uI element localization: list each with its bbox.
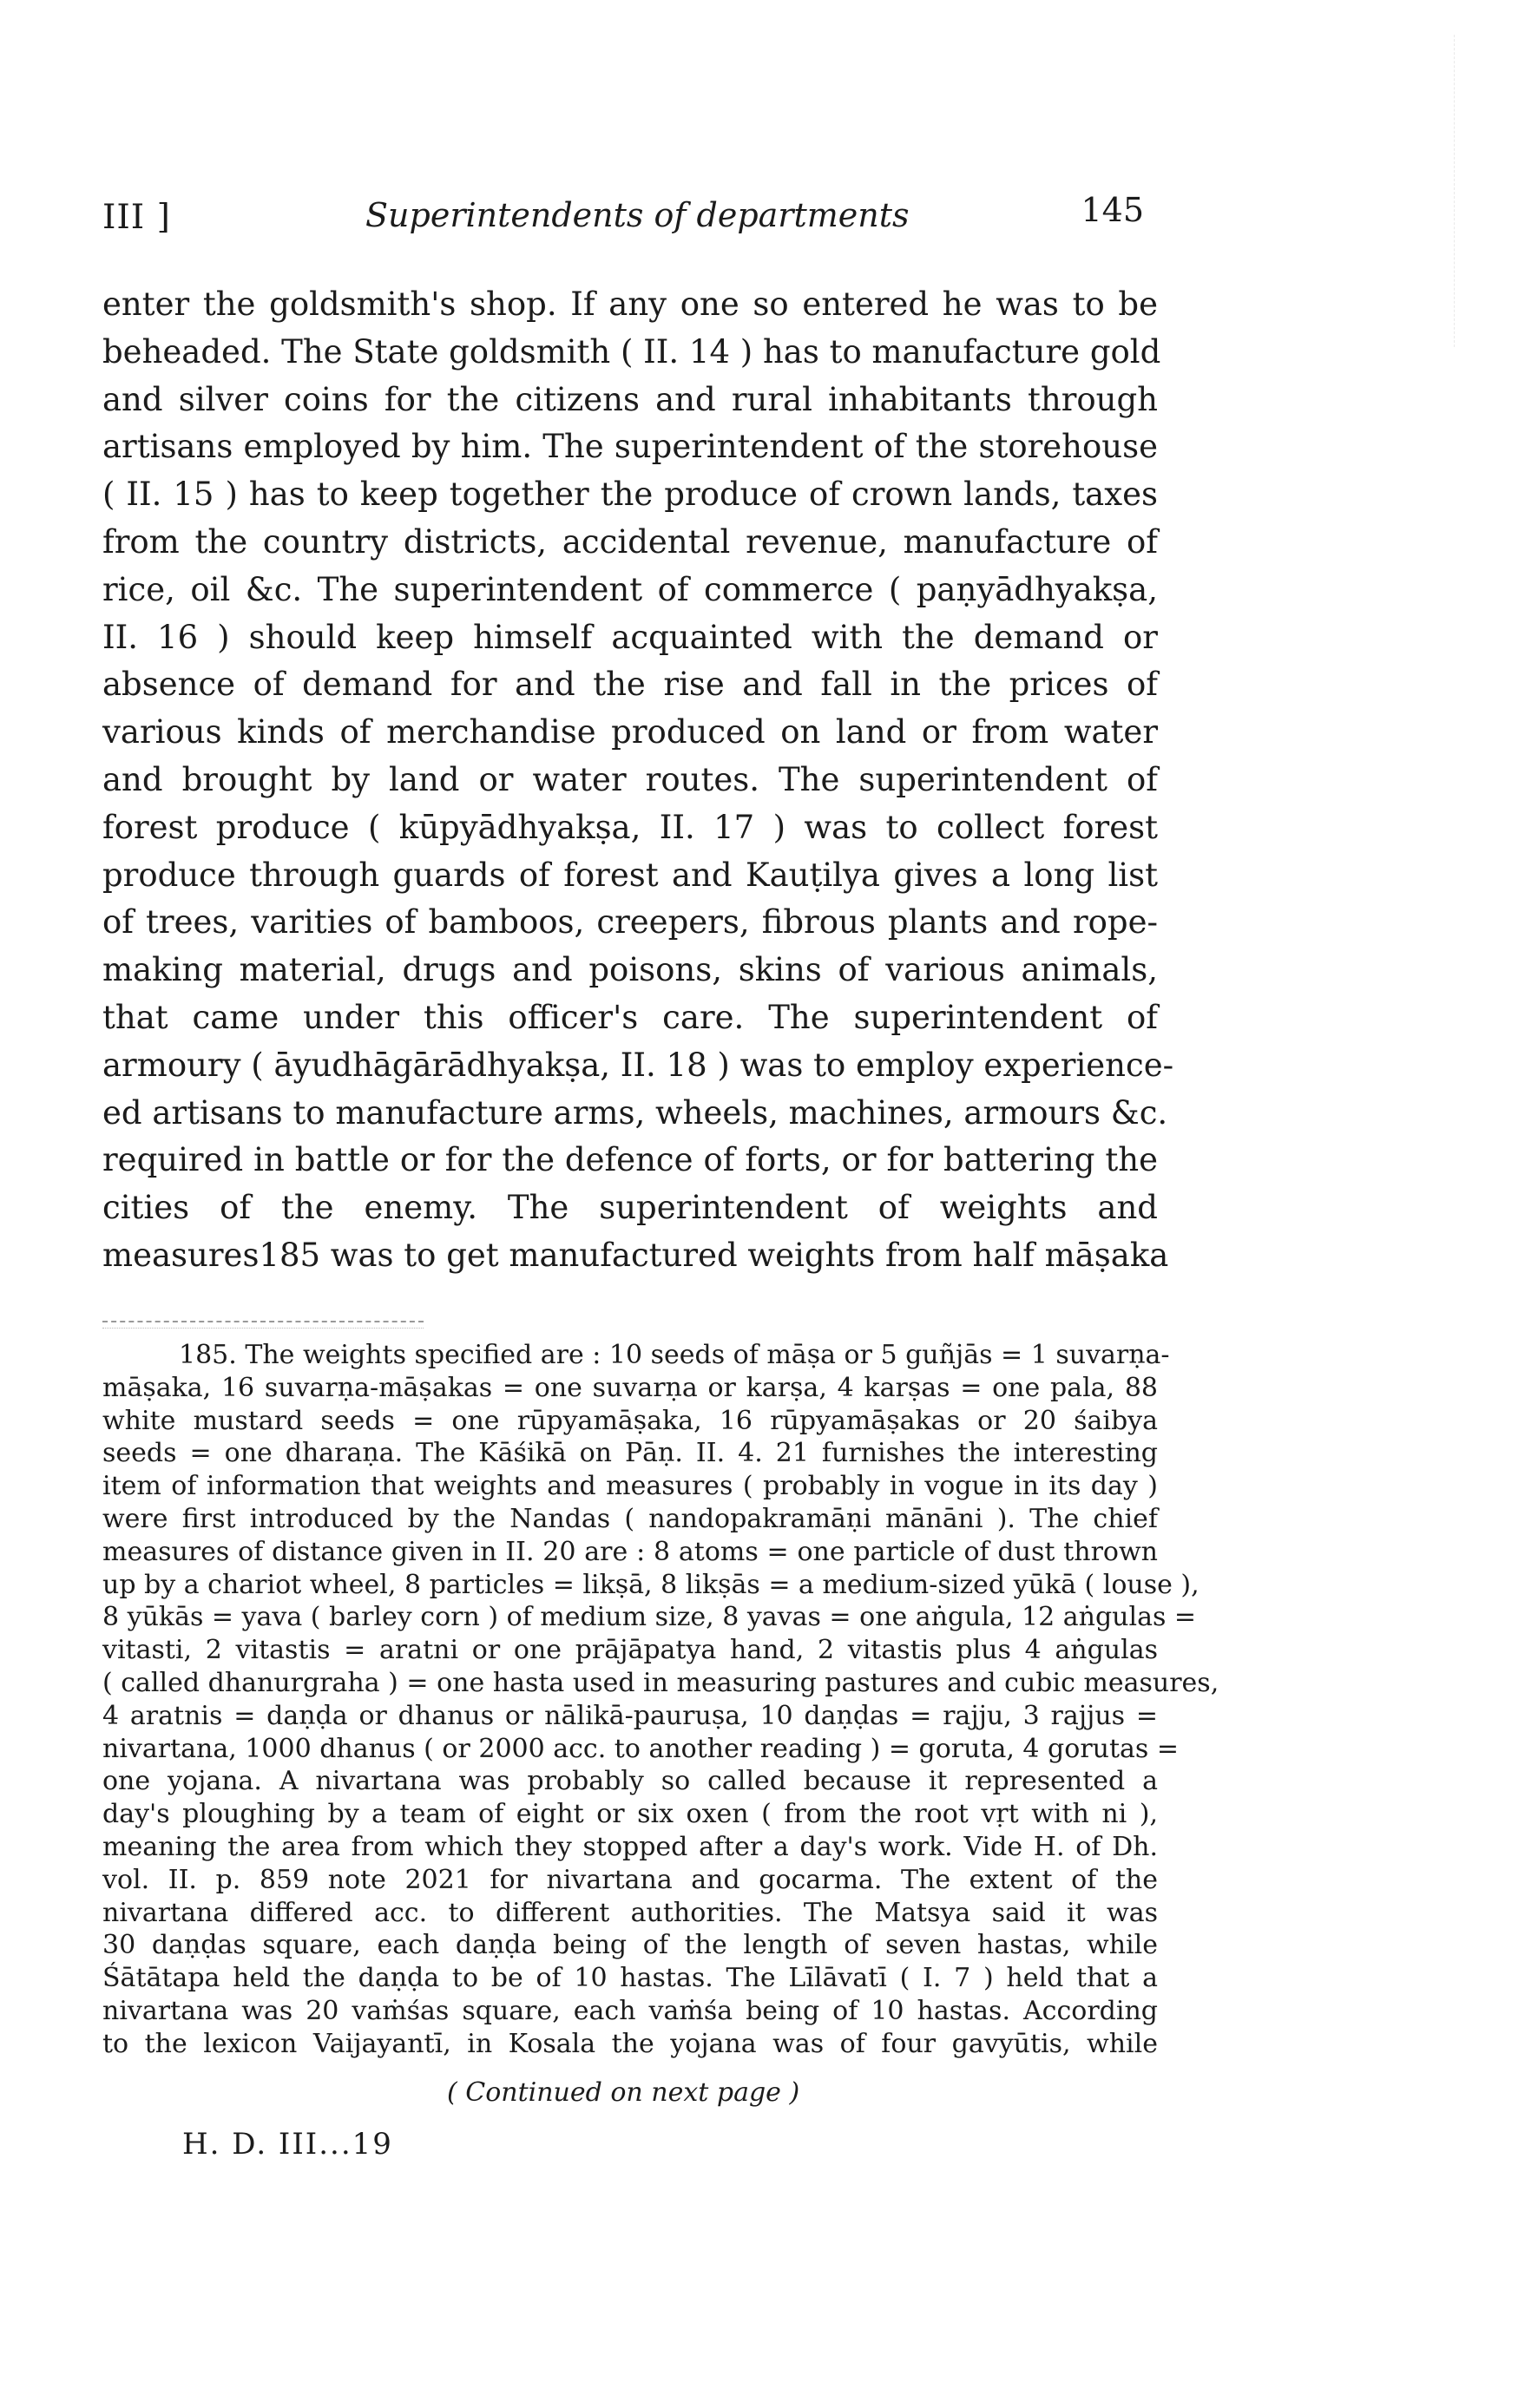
- body-line: enter the goldsmith's shop. If any one so entered he was to be: [102, 285, 1158, 323]
- body-line: forest produce ( kūpyādhyakṣa, II. 17 ) was to collect forest: [102, 808, 1158, 846]
- body-line: ( II. 15 ) has to keep together the produce of crown lands, taxes: [102, 476, 1158, 514]
- body-line: armoury ( āyudhāgārādhyakṣa, II. 18 ) was to employ experience-: [102, 1046, 1174, 1084]
- footnote-line: one yojana. A nivartana was probably so called because it represented a: [102, 1766, 1158, 1797]
- body-line: produce through guards of forest and Kauṭilya gives a long list: [102, 856, 1158, 894]
- body-line: making material, drugs and poisons, skins of various animals,: [102, 951, 1158, 989]
- body-line: measures185 was to get manufactured weights from half māṣaka: [102, 1236, 1169, 1274]
- body-line: beheaded. The State goldsmith ( II. 14 ) has to manufacture gold: [102, 332, 1161, 371]
- body-text: [102, 281, 1174, 1280]
- footnote-line: nivartana was 20 vaṁśas square, each vaṁśa being of 10 hastas. According: [102, 1995, 1158, 2026]
- body-line: and brought by land or water routes. The superintendent of: [102, 760, 1158, 798]
- body-line: II. 16 ) should keep himself acquainted with the demand or: [102, 618, 1158, 656]
- footnote-line: up by a chariot wheel, 8 particles = likṣā, 8 likṣās = a medium-sized yūkā ( louse ),: [102, 1569, 1200, 1600]
- page-header: [102, 191, 1158, 243]
- footnote-line: item of information that weights and measures ( probably in vogue in its day ): [102, 1471, 1158, 1502]
- body-line: from the country districts, accidental revenue, manufacture of: [102, 522, 1158, 561]
- footnote-line: Śātātapa held the daṇḍa to be of 10 hastas. The Līlāvatī ( I. 7 ) held that a: [102, 1963, 1158, 1994]
- body-line: rice, oil &c. The superintendent of commerce ( paṇyādhyakṣa,: [102, 570, 1158, 608]
- footnote-divider: [102, 1321, 424, 1329]
- body-line: and silver coins for the citizens and rural inhabitants through: [102, 380, 1158, 418]
- page-edge-mark: [1454, 35, 1456, 347]
- footnote-line: to the lexicon Vaijayantī, in Kosala the yojana was of four gavyūtis, while: [102, 2028, 1158, 2059]
- footnote-line: vol. II. p. 859 note 2021 for nivartana and gocarma. The extent of the: [102, 1864, 1158, 1895]
- body-line: various kinds of merchandise produced on land or from water: [102, 713, 1158, 751]
- footnote-line: day's ploughing by a team of eight or six oxen ( from the root vṛt with ni ),: [102, 1799, 1158, 1830]
- continued-note: ( Continued on next page ): [447, 2077, 800, 2108]
- footnote-line: ( called dhanurgraha ) = one hasta used in measuring pastures and cubic measures,: [102, 1667, 1219, 1698]
- footnote-185: [102, 1339, 1219, 2061]
- body-line: required in battle or for the defence of forts, or for battering the: [102, 1141, 1158, 1179]
- page-number: 145: [1081, 191, 1144, 229]
- footnote-line: 8 yūkās = yava ( barley corn ) of medium size, 8 yavas = one aṅgula, 12 aṅgulas =: [102, 1602, 1197, 1633]
- footnote-line: 30 daṇḍas square, each daṇḍa being of the length of seven hastas, while: [102, 1930, 1158, 1961]
- body-line: absence of demand for and the rise and fall in the prices of: [102, 666, 1158, 704]
- footnote-line: seeds = one dharaṇa. The Kāśikā on Pāṇ. II. 4. 21 furnishes the interesting: [102, 1438, 1158, 1469]
- running-title: Superintendents of departments: [365, 196, 910, 234]
- footnote-line: meaning the area from which they stopped after a day's work. Vide H. of Dh.: [102, 1831, 1158, 1862]
- footnote-line: māṣaka, 16 suvarṇa-māṣakas = one suvarṇa or karṣa, 4 karṣas = one pala, 88: [102, 1372, 1158, 1403]
- footnote-line: nivartana, 1000 dhanus ( or 2000 acc. to another reading ) = goruta, 4 gorutas =: [102, 1733, 1179, 1764]
- chapter-label: III ]: [102, 198, 171, 237]
- footnote-line: measures of distance given in II. 20 are : 8 atoms = one particle of dust thrown: [102, 1536, 1158, 1567]
- body-line: of trees, varities of bamboos, creepers, fibrous plants and rope-: [102, 903, 1158, 942]
- footnote-line: nivartana differed acc. to different authorities. The Matsya said it was: [102, 1897, 1158, 1928]
- body-line: artisans employed by him. The superintendent of the storehouse: [102, 428, 1158, 466]
- footnote-line: white mustard seeds = one rūpyamāṣaka, 16 rūpyamāṣakas or 20 śaibya: [102, 1405, 1158, 1436]
- footnote-line: vitasti, 2 vitastis = aratni or one prājāpatya hand, 2 vitastis plus 4 aṅgulas: [102, 1635, 1158, 1666]
- footnote-line: were first introduced by the Nandas ( nandopakramāṇi mānāni ). The chief: [102, 1503, 1158, 1534]
- page-content: [102, 191, 1174, 1280]
- signature-mark: H. D. III...19: [182, 2127, 393, 2162]
- body-line: ed artisans to manufacture arms, wheels, machines, armours &c.: [102, 1093, 1168, 1132]
- body-line: that came under this officer's care. The superintendent of: [102, 998, 1158, 1036]
- footnote-line: 185. The weights specified are : 10 seeds of māṣa or 5 guñjās = 1 suvarṇa-: [179, 1340, 1170, 1370]
- body-line: cities of the enemy. The superintendent of weights and: [102, 1189, 1158, 1227]
- footnote-line: 4 aratnis = daṇḍa or dhanus or nālikā-pauruṣa, 10 daṇḍas = rajju, 3 rajjus =: [102, 1700, 1158, 1731]
